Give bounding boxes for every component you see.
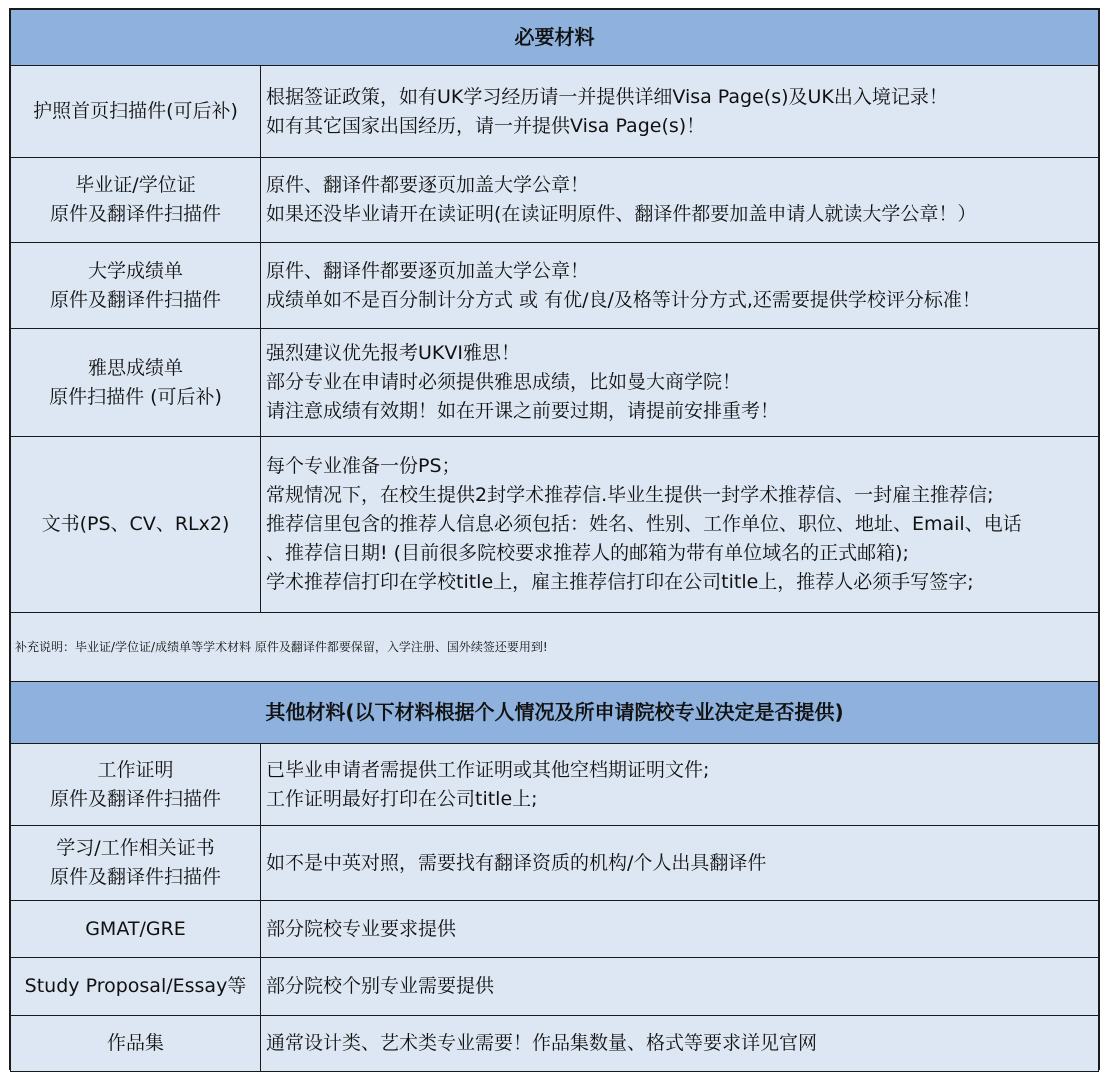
label-line: 原件及翻译件扫描件 [49,787,221,810]
label-line: GMAT/GRE [85,917,186,940]
label-line: 工作证明 [97,758,174,781]
row-label [11,901,261,958]
desc-line: 如不是中英对照，需要找有翻译资质的机构/个人出具翻译件 [266,851,767,874]
row-desc [261,958,1099,1016]
desc-line: 通常设计类、艺术类专业需要！作品集数量、格式等要求详见官网 [266,1032,818,1054]
row-desc [261,243,1099,329]
row-label [11,826,261,901]
label-line: 大学成绩单 [87,259,183,282]
required-header: 必要材料 [11,10,1099,66]
desc-line: 如有其它国家出国经历，请一并提供Visa Page(s)！ [266,114,706,137]
table-row [11,66,1099,158]
label-line: 学习/工作相关证书 [56,837,215,859]
desc-line: 常规情况下，在校生提供2封学术推荐信.毕业生提供一封学术推荐信、一封雇主推荐信; [266,484,994,506]
table-row [11,826,1099,901]
row-desc [261,744,1099,826]
other-header-row [11,682,1099,744]
desc-line: 已毕业申请者需提供工作证明或其他空档期证明文件; [266,758,710,781]
required-header-row [11,10,1099,66]
label-line: 护照首页扫描件(可后补) [33,100,238,122]
desc-line: 成绩单如不是百分制计分方式 或 有优/良/及格等计分方式,还需要提供学校评分标准！ [266,288,981,311]
label-line: 原件扫描件 (可后补) [49,385,222,408]
row-label [11,243,261,329]
desc-line: 部分院校个别专业需要提供 [266,975,495,997]
label-line: 原件及翻译件扫描件 [49,866,221,888]
desc-line: 原件、翻译件都要逐页加盖大学公章！ [266,259,590,282]
row-label [11,66,261,158]
desc-line: 部分专业在申请时必须提供雅思成绩，比如曼大商学院！ [266,371,742,393]
label-line: Study Proposal/Essay等 [24,975,247,997]
table-row [11,901,1099,958]
label-line: 雅思成绩单 [87,356,183,379]
materials-grid [10,9,1099,1072]
row-desc [261,329,1099,437]
row-desc [261,158,1099,243]
row-label [11,1016,261,1072]
row-desc [261,826,1099,901]
desc-line: 请注意成绩有效期！如在开课之前要过期，请提前安排重考！ [266,400,780,422]
table-row [11,437,1099,613]
label-line: 毕业证/学位证 [75,174,196,196]
desc-line: 如果还没毕业请开在读证明(在读证明原件、翻译件都要加盖申请人就读大学公章！） [266,203,977,225]
table-row [11,243,1099,329]
row-desc [261,1016,1099,1072]
desc-line: 学术推荐信打印在学校title上，雇主推荐信打印在公司title上，推荐人必须手写签字; [266,571,974,593]
desc-line: 每个专业准备一份PS； [266,455,461,477]
row-desc [261,901,1099,958]
materials-table [9,8,1100,1070]
table-row [11,744,1099,826]
other-header: 其他材料(以下材料根据个人情况及所申请院校专业决定是否提供) [11,682,1099,744]
label-line: 作品集 [106,1032,164,1054]
table-row [11,1016,1099,1072]
label-line: 原件及翻译件扫描件 [49,288,221,311]
desc-line: 强烈建议优先报考UKVI雅思！ [266,342,520,364]
row-label [11,958,261,1016]
note-row [11,613,1099,682]
label-line: 文书(PS、CV、RLx2) [41,513,230,535]
row-label [11,329,261,437]
row-desc [261,66,1099,158]
table-row [11,329,1099,437]
table-row [11,958,1099,1016]
desc-line: 部分院校专业要求提供 [266,917,457,940]
row-desc [261,437,1099,613]
row-label [11,158,261,243]
desc-line: 推荐信里包含的推荐人信息必须包括：姓名、性别、工作单位、职位、地址、Email、电话 [266,513,1022,535]
supplementary-note: 补充说明：毕业证/学位证/成绩单等学术材料 原件及翻译件都要保留，入学注册、国外续签还要用到! [11,613,1099,682]
desc-line: 原件、翻译件都要逐页加盖大学公章！ [266,174,590,196]
table-row [11,158,1099,243]
row-label [11,437,261,613]
row-label [11,744,261,826]
desc-line: 工作证明最好打印在公司title上; [266,787,538,810]
label-line: 原件及翻译件扫描件 [49,203,221,225]
desc-line: 、推荐信日期! (目前很多院校要求推荐人的邮箱为带有单位域名的正式邮箱); [266,542,909,564]
desc-line: 根据签证政策，如有UK学习经历请一并提供详细Visa Page(s)及UK出入境记录！ [266,85,948,108]
